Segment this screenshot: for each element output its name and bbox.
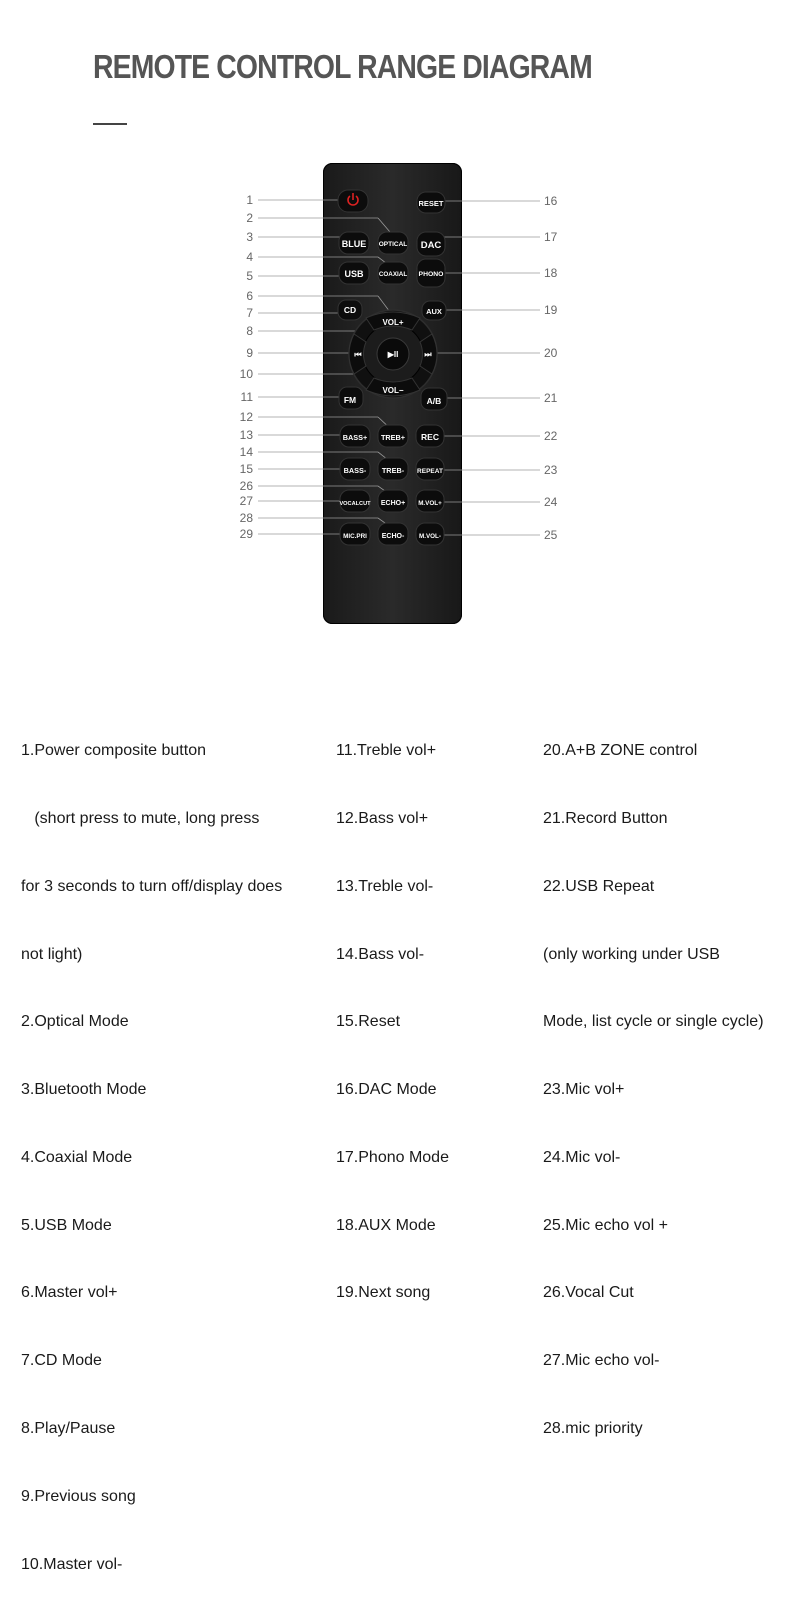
desc-line: 27.Mic echo vol- — [543, 1352, 660, 1370]
svg-text:VOCALCUT: VOCALCUT — [339, 501, 371, 507]
desc-line: 21.Record Button — [543, 809, 668, 827]
callout-12: 12 — [239, 410, 253, 424]
desc-line: 18.AUX Mode — [336, 1216, 436, 1234]
repeat-button[interactable] — [416, 458, 444, 480]
desc-line: 11.Treble vol+ — [336, 742, 437, 760]
callout-26: 26 — [239, 479, 253, 493]
svg-text:ECHO+: ECHO+ — [380, 500, 406, 507]
desc-line: 24.Mic vol- — [543, 1148, 621, 1166]
callout-27: 27 — [239, 494, 253, 508]
vocal-cut-button[interactable] — [339, 490, 371, 512]
callout-22: 22 — [544, 429, 558, 443]
power-button[interactable] — [338, 190, 368, 212]
callout-17: 17 — [544, 230, 558, 244]
description-column-1 — [21, 695, 282, 1599]
desc-line: 26.Vocal Cut — [543, 1284, 634, 1302]
echo-up-button[interactable] — [378, 490, 408, 512]
desc-line: 15.Reset — [336, 1013, 401, 1031]
desc-line: 2.Optical Mode — [21, 1013, 129, 1031]
echo-down-button[interactable] — [378, 523, 408, 545]
title-underline — [93, 123, 127, 125]
svg-text:TREB+: TREB+ — [380, 433, 406, 442]
callout-25: 25 — [544, 528, 558, 542]
svg-text:RESET: RESET — [418, 199, 444, 208]
desc-line: 16.DAC Mode — [336, 1081, 437, 1099]
cd-button[interactable] — [338, 300, 362, 320]
svg-text:A/B: A/B — [426, 396, 442, 406]
desc-line: for 3 seconds to turn off/display does — [21, 877, 283, 895]
desc-line: 10.Master vol- — [21, 1555, 123, 1573]
desc-line: not light) — [21, 945, 83, 963]
desc-line: 19.Next song — [336, 1284, 431, 1302]
svg-text:M.VOL-: M.VOL- — [418, 533, 442, 540]
callout-13: 13 — [239, 428, 253, 442]
usb-button[interactable] — [339, 262, 369, 284]
treble-down-button[interactable] — [378, 458, 408, 480]
svg-text:TREB-: TREB- — [381, 466, 405, 475]
description-column-3 — [543, 695, 764, 1463]
svg-text:M.VOL+: M.VOL+ — [418, 500, 442, 507]
prev-icon: ⏮ — [354, 350, 362, 359]
mic-vol-up-button[interactable] — [416, 490, 444, 512]
play-pause-icon: ▶II — [387, 350, 399, 359]
svg-text:AUX: AUX — [426, 307, 442, 316]
desc-line: 1.Power composite button — [21, 742, 206, 760]
svg-text:OPTICAL: OPTICAL — [378, 241, 408, 248]
callout-14: 14 — [239, 445, 253, 459]
treble-up-button[interactable] — [378, 425, 408, 447]
callout-10: 10 — [239, 367, 253, 381]
phono-button[interactable] — [417, 259, 445, 287]
previous-button[interactable] — [349, 334, 366, 374]
rec-button[interactable] — [416, 425, 444, 447]
desc-line: 14.Bass vol- — [336, 945, 425, 963]
desc-line: (only working under USB — [543, 945, 720, 963]
desc-line: 4.Coaxial Mode — [21, 1148, 133, 1166]
dac-button[interactable] — [417, 232, 445, 256]
next-icon: ⏭ — [424, 350, 432, 359]
callout-20: 20 — [544, 346, 558, 360]
desc-line: 9.Previous song — [21, 1487, 136, 1505]
callout-11: 11 — [240, 390, 253, 404]
callout-9: 9 — [246, 346, 253, 360]
callout-6: 6 — [246, 289, 253, 303]
desc-line: Mode, list cycle or single cycle) — [543, 1013, 764, 1031]
desc-line: 5.USB Mode — [21, 1216, 112, 1234]
desc-line: 20.A+B ZONE control — [543, 742, 698, 760]
svg-text:DAC: DAC — [420, 240, 442, 251]
svg-text:MIC.PRI: MIC.PRI — [343, 533, 367, 540]
svg-text:VOL−: VOL− — [382, 386, 404, 395]
callout-15: 15 — [239, 462, 253, 476]
coaxial-button[interactable] — [378, 262, 408, 284]
desc-line: 12.Bass vol+ — [336, 809, 429, 827]
desc-line: 13.Treble vol- — [336, 877, 434, 895]
callout-4: 4 — [246, 250, 253, 264]
desc-line: 3.Bluetooth Mode — [21, 1081, 147, 1099]
callout-29: 29 — [239, 527, 253, 541]
desc-line: 23.Mic vol+ — [543, 1081, 625, 1099]
svg-text:ECHO-: ECHO- — [381, 533, 405, 540]
next-button[interactable] — [420, 334, 437, 374]
svg-text:COAXIAL: COAXIAL — [378, 271, 408, 278]
svg-text:FM: FM — [343, 395, 357, 405]
svg-text:PHONO: PHONO — [418, 271, 444, 278]
description-column-2 — [336, 695, 449, 1328]
desc-line: 28.mic priority — [543, 1420, 643, 1437]
bluetooth-button[interactable] — [339, 232, 369, 254]
svg-text:BASS-: BASS- — [343, 466, 367, 475]
desc-line: 25.Mic echo vol + — [543, 1216, 668, 1234]
svg-text:REC: REC — [421, 432, 439, 442]
fm-button[interactable] — [339, 387, 363, 409]
ab-zone-button[interactable] — [421, 388, 447, 410]
callout-7: 7 — [246, 306, 253, 320]
bass-up-button[interactable] — [340, 425, 370, 447]
optical-button[interactable] — [378, 232, 408, 254]
svg-text:USB: USB — [344, 269, 364, 279]
desc-line: (short press to mute, long press — [21, 809, 260, 827]
callout-2: 2 — [246, 211, 253, 225]
callout-23: 23 — [544, 463, 558, 477]
callout-28: 28 — [239, 511, 253, 525]
aux-button[interactable] — [422, 301, 446, 320]
desc-line: 7.CD Mode — [21, 1352, 102, 1370]
desc-line: 22.USB Repeat — [543, 877, 655, 895]
callout-3: 3 — [246, 230, 253, 244]
callout-8: 8 — [246, 324, 253, 338]
reset-button[interactable] — [417, 192, 445, 213]
callout-5: 5 — [246, 269, 253, 283]
svg-text:REPEAT: REPEAT — [417, 468, 443, 475]
svg-text:BLUE: BLUE — [341, 239, 367, 249]
desc-line: 8.Play/Pause — [21, 1420, 116, 1437]
callout-24: 24 — [544, 495, 558, 509]
desc-line: 6.Master vol+ — [21, 1284, 118, 1302]
mic-priority-button[interactable] — [340, 523, 370, 545]
callout-16: 16 — [544, 194, 558, 208]
desc-line: 17.Phono Mode — [336, 1148, 449, 1166]
remote-diagram — [0, 150, 790, 650]
callout-21: 21 — [544, 391, 558, 405]
mic-vol-down-button[interactable] — [416, 523, 444, 545]
page-title: REMOTE CONTROL RANGE DIAGRAM — [93, 48, 592, 85]
bass-down-button[interactable] — [340, 458, 370, 480]
callout-1: 1 — [246, 193, 253, 207]
play-pause-button[interactable] — [377, 338, 409, 370]
callout-18: 18 — [544, 266, 558, 280]
svg-text:BASS+: BASS+ — [342, 433, 368, 442]
callout-19: 19 — [544, 303, 558, 317]
svg-text:VOL+: VOL+ — [382, 318, 404, 327]
svg-text:CD: CD — [343, 305, 357, 315]
